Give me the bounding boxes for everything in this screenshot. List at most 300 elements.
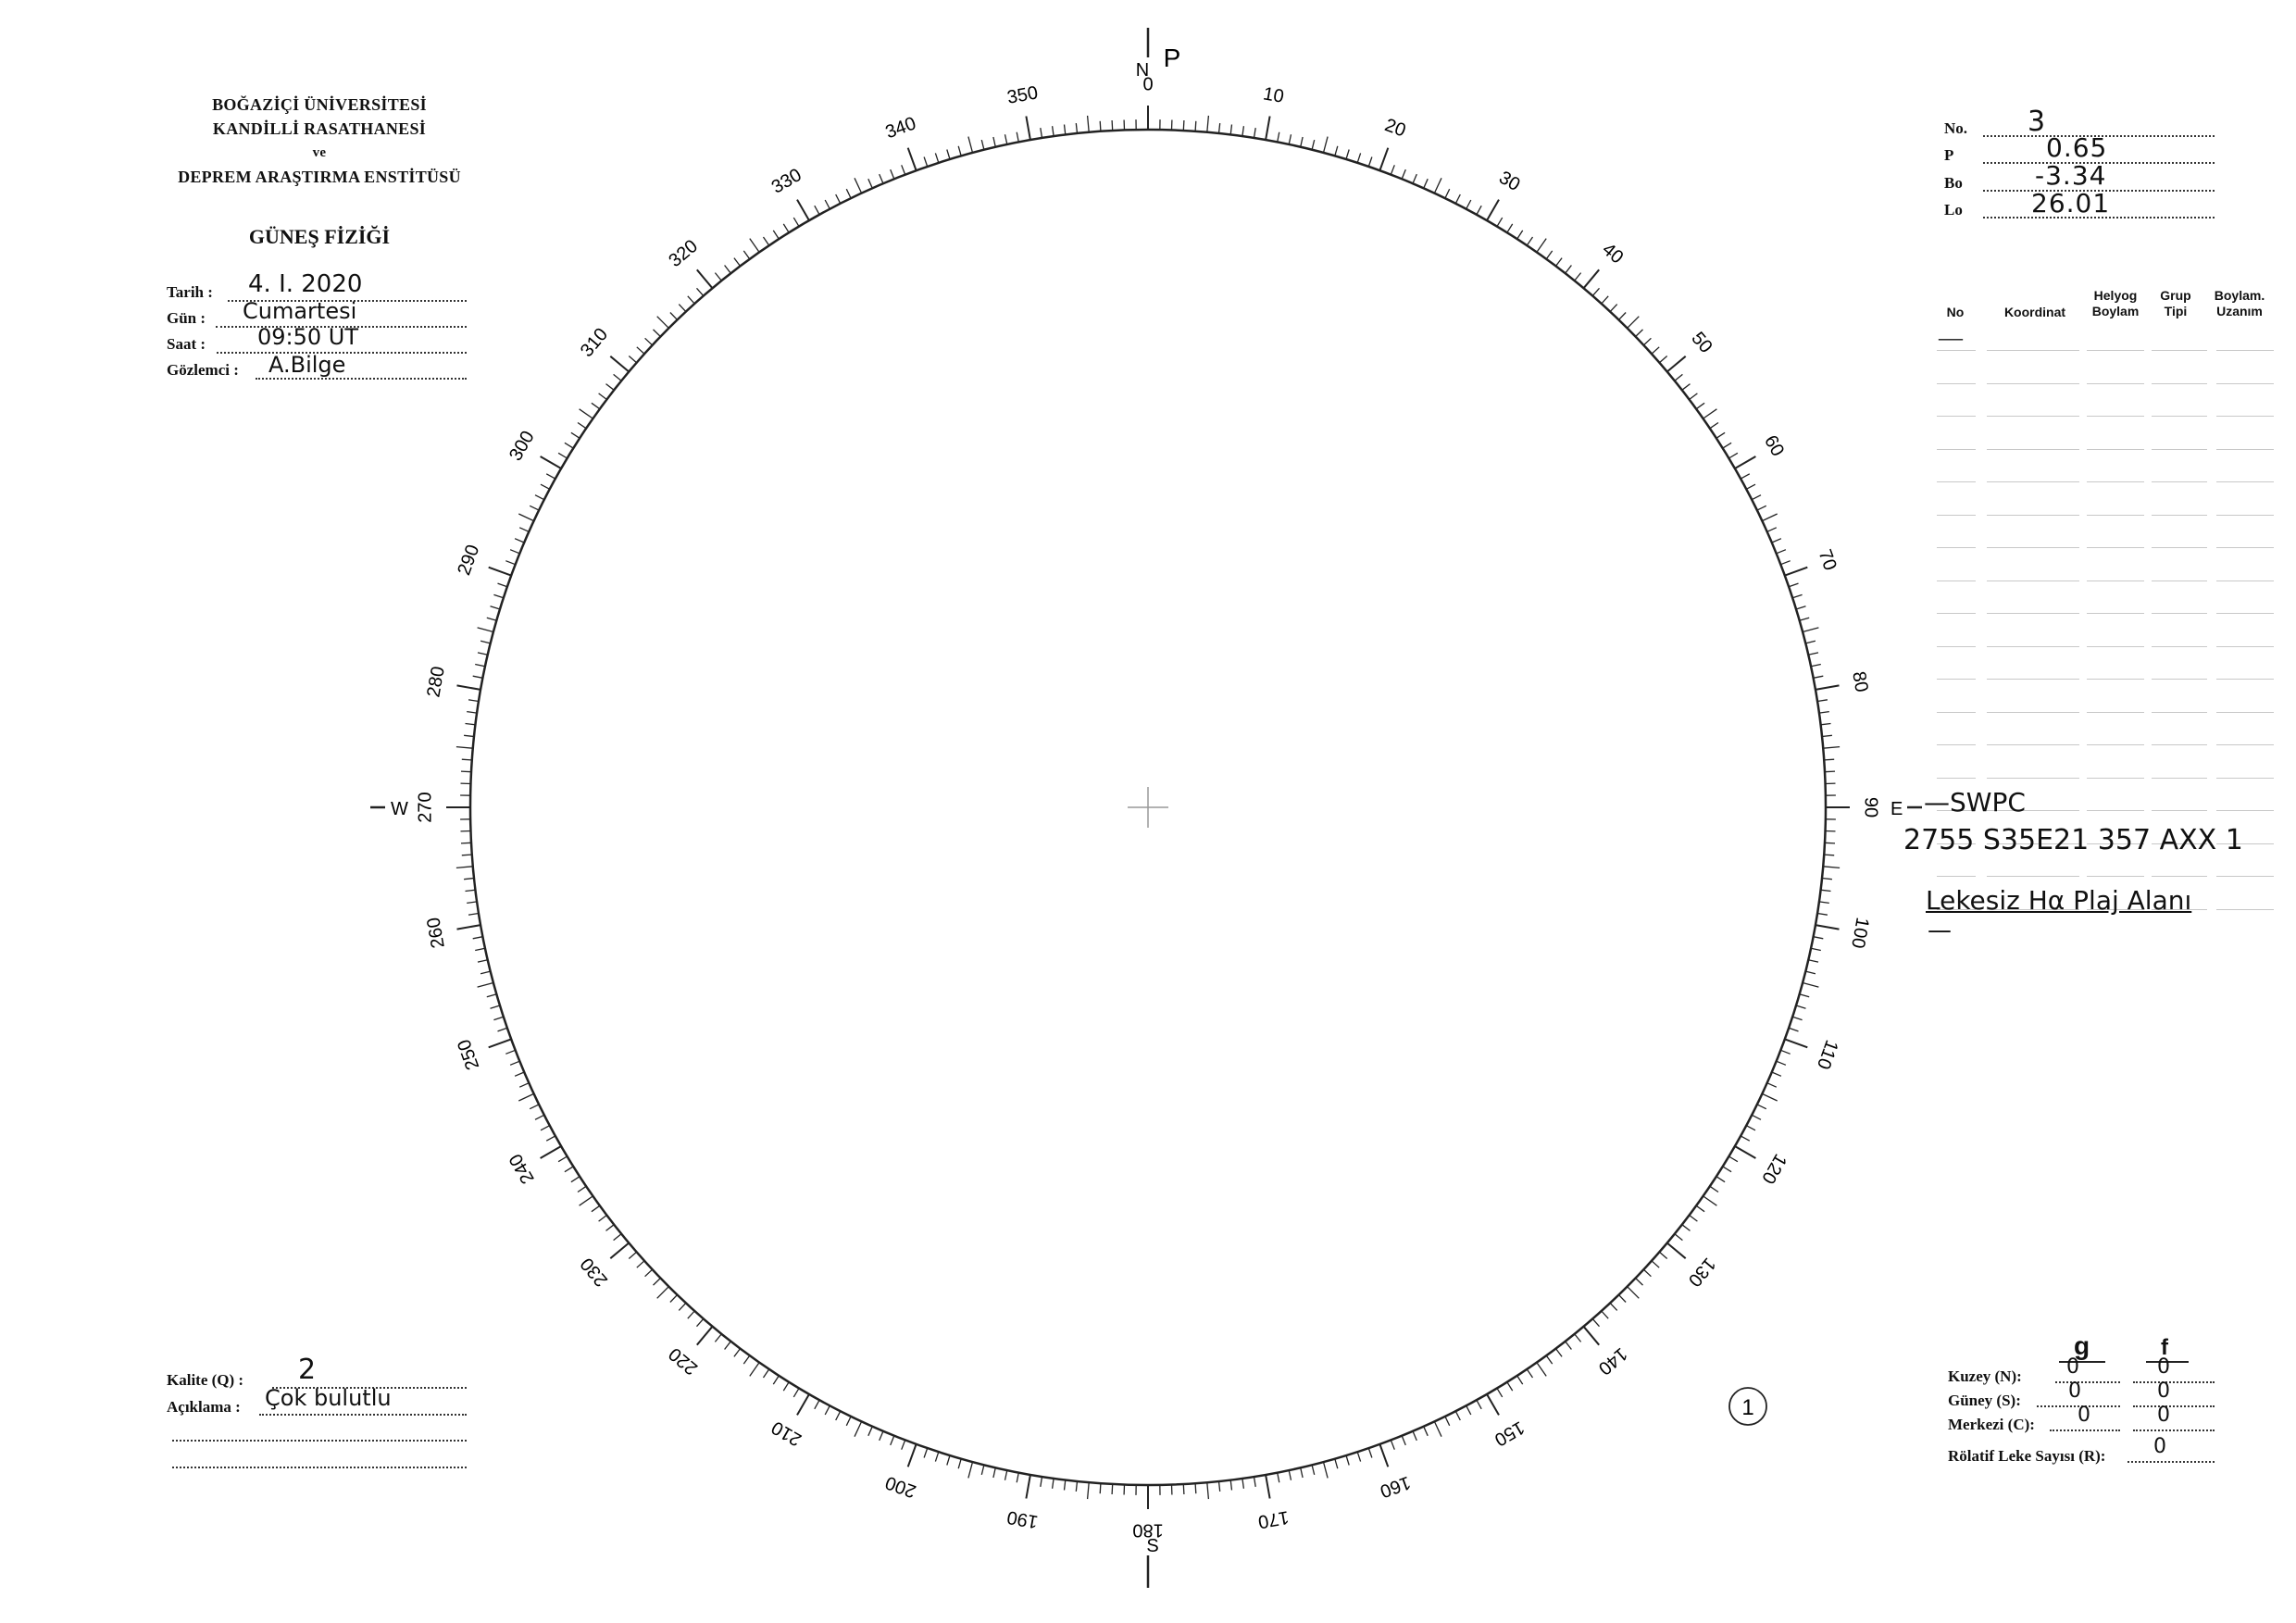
guney-f-value[interactable]: 0 bbox=[2157, 1380, 2170, 1403]
degree-tick bbox=[1368, 157, 1372, 167]
degree-tick bbox=[902, 1440, 905, 1449]
rolatif-label: Rölatif Leke Sayısı (R): bbox=[1948, 1447, 2106, 1465]
degree-tick bbox=[1335, 146, 1338, 156]
degree-tick bbox=[1537, 1363, 1546, 1377]
degree-tick bbox=[1230, 1480, 1231, 1491]
degree-tick bbox=[679, 305, 686, 312]
degree-tick bbox=[1497, 218, 1503, 227]
degree-tick bbox=[1556, 258, 1563, 267]
kuzey-f-line bbox=[2133, 1381, 2215, 1383]
swpc-annotation: —SWPC bbox=[1924, 787, 2026, 818]
degree-tick bbox=[1723, 443, 1731, 448]
degree-tick bbox=[505, 561, 515, 565]
degree-tick bbox=[1088, 116, 1090, 132]
rolatif-line bbox=[2128, 1461, 2215, 1463]
degree-tick bbox=[1005, 134, 1007, 144]
degree-tick bbox=[836, 1411, 841, 1420]
p-label: P bbox=[1944, 146, 1954, 164]
kuzey-g-line bbox=[2055, 1381, 2120, 1383]
aciklama-line bbox=[259, 1414, 467, 1416]
degree-tick bbox=[1789, 1028, 1798, 1031]
kuzey-f-value[interactable]: 0 bbox=[2157, 1355, 2170, 1379]
degree-tick bbox=[1746, 484, 1755, 489]
degree-label-320: 320 bbox=[665, 235, 702, 272]
degree-tick bbox=[535, 495, 544, 500]
degree-tick bbox=[1619, 313, 1627, 320]
degree-tick bbox=[1628, 1287, 1640, 1299]
degree-tick bbox=[1546, 251, 1552, 259]
degree-tick bbox=[478, 628, 493, 632]
degree-tick bbox=[1814, 676, 1824, 678]
degree-tick bbox=[981, 140, 984, 150]
degree-tick bbox=[530, 506, 539, 510]
degree-tick bbox=[629, 1252, 636, 1258]
degree-tick bbox=[1741, 474, 1750, 479]
degree-tick bbox=[697, 288, 704, 295]
kalite-value[interactable]: 2 bbox=[298, 1354, 318, 1386]
degree-tick bbox=[1592, 1318, 1599, 1326]
degree-tick bbox=[1266, 1475, 1270, 1499]
degree-tick bbox=[1527, 1369, 1532, 1378]
degree-tick bbox=[1434, 178, 1441, 193]
degree-tick bbox=[1219, 123, 1220, 133]
degree-tick bbox=[645, 1269, 653, 1277]
degree-tick bbox=[1816, 925, 1840, 930]
gun-label: Gün : bbox=[167, 309, 206, 327]
degree-tick bbox=[1767, 1083, 1777, 1088]
degree-tick bbox=[825, 1405, 830, 1415]
aciklama-label: Açıklama : bbox=[167, 1398, 241, 1416]
degree-tick bbox=[1741, 1136, 1750, 1141]
degree-tick bbox=[473, 937, 483, 939]
degree-tick bbox=[725, 1342, 731, 1350]
degree-tick bbox=[1402, 169, 1405, 179]
degree-tick bbox=[1026, 1475, 1030, 1499]
east-label: E bbox=[1890, 799, 1903, 819]
degree-tick bbox=[1819, 902, 1829, 904]
degree-tick bbox=[1667, 356, 1686, 372]
col-header-helyog-boylam: Helyog Boylam bbox=[2091, 288, 2140, 318]
degree-tick bbox=[1575, 273, 1581, 281]
note-dash: — bbox=[1928, 917, 1952, 944]
degree-tick bbox=[1592, 288, 1599, 295]
degree-tick bbox=[1735, 456, 1756, 468]
degree-tick bbox=[1789, 583, 1798, 587]
degree-tick bbox=[1266, 117, 1270, 141]
degree-tick bbox=[467, 712, 477, 714]
degree-tick bbox=[657, 1287, 669, 1299]
degree-tick bbox=[1777, 550, 1786, 554]
degree-label-100: 100 bbox=[1847, 916, 1873, 950]
degree-tick bbox=[902, 165, 905, 174]
degree-tick bbox=[657, 317, 669, 329]
degree-tick bbox=[1455, 1411, 1460, 1420]
degree-tick bbox=[592, 403, 600, 408]
p-value[interactable]: 0.65 bbox=[2046, 132, 2108, 163]
degree-tick bbox=[541, 1126, 550, 1130]
degree-tick bbox=[580, 1196, 593, 1205]
institution-line-4: DEPREM ARAŞTIRMA ENSTİTÜSÜ bbox=[178, 168, 461, 186]
degree-tick bbox=[1391, 1440, 1394, 1449]
degree-tick bbox=[466, 724, 476, 725]
gozlemci-value[interactable]: A.Bilge bbox=[268, 352, 346, 378]
degree-tick bbox=[783, 1382, 789, 1391]
institution-line-3: ve bbox=[312, 145, 327, 160]
degree-tick bbox=[1667, 1243, 1686, 1259]
degree-tick bbox=[1312, 1465, 1315, 1475]
degree-tick bbox=[565, 443, 573, 448]
degree-tick bbox=[1796, 1005, 1806, 1008]
degree-tick bbox=[815, 206, 819, 215]
degree-tick bbox=[1537, 239, 1546, 253]
circled-number: 1 bbox=[1741, 1395, 1754, 1420]
degree-tick bbox=[1065, 125, 1066, 135]
degree-label-90: 90 bbox=[1860, 796, 1881, 818]
degree-tick bbox=[614, 374, 622, 381]
degree-tick bbox=[606, 1225, 615, 1231]
saat-label: Saat : bbox=[167, 335, 206, 353]
form-subtitle: GÜNEŞ FİZİĞİ bbox=[248, 225, 391, 248]
degree-tick bbox=[1527, 237, 1532, 245]
degree-tick bbox=[1324, 1462, 1329, 1478]
degree-tick bbox=[637, 1261, 644, 1267]
degree-tick bbox=[515, 539, 524, 543]
no-value[interactable]: 3 bbox=[2028, 106, 2047, 138]
degree-tick bbox=[558, 453, 568, 458]
degree-tick bbox=[1368, 1448, 1372, 1457]
degree-tick bbox=[1445, 189, 1450, 198]
degree-tick bbox=[475, 665, 485, 667]
degree-tick bbox=[1808, 960, 1818, 962]
degree-tick bbox=[456, 747, 473, 749]
f-header: f bbox=[2161, 1335, 2168, 1360]
tarih-value[interactable]: 4. I. 2020 bbox=[248, 270, 363, 298]
degree-tick bbox=[1507, 1382, 1513, 1391]
kuzey-g-value[interactable]: 0 bbox=[2066, 1355, 2079, 1379]
degree-tick bbox=[764, 237, 769, 245]
degree-tick bbox=[456, 867, 473, 868]
degree-tick bbox=[1413, 1431, 1416, 1441]
degree-tick bbox=[1312, 140, 1315, 150]
degree-tick bbox=[473, 676, 483, 678]
degree-tick bbox=[1434, 1421, 1441, 1436]
degree-label-120: 120 bbox=[1757, 1150, 1791, 1188]
gun-value[interactable]: Cumartesi bbox=[243, 298, 357, 324]
degree-tick bbox=[478, 653, 488, 655]
degree-tick bbox=[670, 313, 678, 320]
degree-tick bbox=[1466, 1405, 1471, 1415]
gozlemci-label: Gözlemci : bbox=[167, 361, 239, 379]
degree-tick bbox=[1682, 1225, 1691, 1231]
degree-tick bbox=[697, 1318, 704, 1326]
degree-tick bbox=[1477, 206, 1481, 215]
saat-value[interactable]: 09:50 UT bbox=[257, 324, 359, 350]
degree-tick bbox=[935, 153, 938, 162]
degree-tick bbox=[750, 1363, 759, 1377]
degree-tick bbox=[1357, 153, 1360, 162]
degree-tick bbox=[1757, 1105, 1766, 1109]
degree-tick bbox=[924, 1448, 928, 1457]
degree-tick bbox=[546, 474, 555, 479]
degree-tick bbox=[1800, 994, 1810, 997]
degree-tick bbox=[1816, 685, 1840, 690]
degree-tick bbox=[1814, 937, 1824, 939]
degree-tick bbox=[1424, 179, 1429, 188]
degree-tick bbox=[1643, 1269, 1651, 1277]
degree-tick bbox=[610, 356, 629, 372]
first-row-mark: — bbox=[1939, 324, 1963, 351]
degree-tick bbox=[1690, 1216, 1698, 1222]
degree-label-290: 290 bbox=[454, 542, 484, 579]
degree-label-300: 300 bbox=[505, 427, 539, 465]
degree-tick bbox=[462, 759, 472, 760]
degree-tick bbox=[1652, 1261, 1659, 1267]
degree-tick bbox=[1780, 561, 1790, 565]
guney-g-value[interactable]: 0 bbox=[2068, 1380, 2081, 1403]
lo-value[interactable]: 26.01 bbox=[2031, 188, 2111, 218]
merkezi-label: Merkezi (C): bbox=[1948, 1416, 2035, 1433]
degree-tick bbox=[1402, 1436, 1405, 1445]
degree-tick bbox=[1796, 606, 1806, 609]
degree-tick bbox=[1289, 134, 1291, 144]
degree-label-280: 280 bbox=[423, 665, 449, 699]
degree-tick bbox=[1053, 126, 1054, 136]
degree-tick bbox=[558, 1156, 568, 1162]
degree-tick bbox=[1254, 1477, 1256, 1487]
degree-tick bbox=[546, 1136, 555, 1141]
degree-tick bbox=[1357, 1452, 1360, 1461]
degree-tick bbox=[1575, 1334, 1581, 1342]
degree-tick bbox=[1822, 735, 1832, 736]
degree-label-200: 200 bbox=[882, 1471, 919, 1502]
degree-tick bbox=[1772, 539, 1781, 543]
degree-tick bbox=[1497, 1388, 1503, 1397]
aciklama-value[interactable]: Çok bulutlu bbox=[265, 1385, 392, 1411]
degree-label-220: 220 bbox=[665, 1342, 702, 1380]
region-annotation: 2755 S35E21 357 AXX 1 bbox=[1903, 824, 2243, 856]
degree-tick bbox=[1324, 137, 1329, 153]
degree-tick bbox=[1675, 1234, 1683, 1241]
g-header: g bbox=[2074, 1331, 2090, 1360]
degree-tick bbox=[1207, 116, 1209, 132]
degree-tick bbox=[1207, 1482, 1209, 1499]
degree-tick bbox=[855, 1421, 862, 1436]
degree-tick bbox=[464, 879, 474, 880]
degree-tick bbox=[489, 568, 511, 576]
degree-tick bbox=[467, 902, 477, 904]
merkezi-f-value[interactable]: 0 bbox=[2157, 1404, 2170, 1427]
degree-tick bbox=[797, 1394, 809, 1416]
degree-tick bbox=[1005, 1470, 1007, 1480]
degree-tick bbox=[1278, 132, 1279, 143]
degree-tick bbox=[1792, 1017, 1802, 1019]
degree-tick bbox=[1379, 1444, 1388, 1467]
degree-tick bbox=[610, 1243, 629, 1259]
degree-label-180: 180 bbox=[1132, 1519, 1164, 1541]
degree-tick bbox=[1785, 568, 1807, 576]
degree-tick bbox=[1803, 628, 1818, 632]
degree-label-210: 210 bbox=[767, 1417, 805, 1450]
degree-tick bbox=[891, 1436, 894, 1445]
degree-tick bbox=[466, 890, 476, 891]
degree-tick bbox=[1808, 653, 1818, 655]
degree-tick bbox=[743, 1355, 749, 1364]
degree-tick bbox=[1254, 128, 1256, 138]
degree-label-350: 350 bbox=[1005, 82, 1040, 108]
degree-label-250: 250 bbox=[454, 1036, 484, 1073]
degree-tick bbox=[1230, 125, 1231, 135]
degree-tick bbox=[1723, 1167, 1731, 1172]
degree-tick bbox=[908, 1444, 917, 1467]
degree-tick bbox=[457, 925, 481, 930]
degree-tick bbox=[510, 1061, 519, 1065]
degree-tick bbox=[825, 200, 830, 209]
degree-tick bbox=[1556, 1349, 1563, 1357]
merkezi-g-value[interactable]: 0 bbox=[2078, 1404, 2090, 1427]
degree-tick bbox=[1076, 1481, 1077, 1492]
degree-tick bbox=[1696, 403, 1704, 408]
degree-tick bbox=[1619, 1295, 1627, 1303]
degree-tick bbox=[654, 330, 661, 337]
degree-tick bbox=[715, 1334, 721, 1342]
north-label: N bbox=[1135, 60, 1150, 81]
degree-tick bbox=[1242, 126, 1244, 136]
degree-label-140: 140 bbox=[1594, 1342, 1631, 1380]
degree-tick bbox=[734, 258, 741, 267]
degree-tick bbox=[1752, 495, 1761, 500]
degree-tick bbox=[670, 1295, 678, 1303]
degree-tick bbox=[1780, 1050, 1790, 1054]
degree-tick bbox=[1636, 330, 1643, 337]
degree-tick bbox=[697, 1327, 713, 1345]
south-label: S bbox=[1146, 1536, 1159, 1556]
degree-tick bbox=[688, 296, 694, 304]
degree-tick bbox=[1413, 174, 1416, 183]
degree-tick bbox=[1041, 1477, 1042, 1487]
degree-tick bbox=[1735, 1146, 1756, 1158]
degree-tick bbox=[606, 384, 615, 391]
degree-tick bbox=[629, 356, 636, 363]
degree-tick bbox=[1716, 1177, 1725, 1182]
degree-tick bbox=[1800, 618, 1810, 620]
degree-tick bbox=[498, 583, 507, 587]
degree-tick bbox=[1628, 317, 1640, 329]
degree-tick bbox=[1762, 1093, 1777, 1101]
degree-tick bbox=[1017, 132, 1018, 143]
degree-tick bbox=[1566, 1342, 1572, 1350]
degree-label-0: 0 bbox=[1142, 74, 1154, 95]
degree-tick bbox=[645, 338, 653, 345]
degree-tick bbox=[947, 150, 950, 160]
degree-tick bbox=[1195, 121, 1196, 131]
degree-tick bbox=[1703, 1196, 1717, 1205]
degree-tick bbox=[1703, 409, 1717, 418]
degree-tick bbox=[480, 971, 491, 974]
degree-tick bbox=[571, 1177, 580, 1182]
col-header-koordinat: Koordinat bbox=[2003, 305, 2066, 319]
degree-tick bbox=[515, 1072, 524, 1076]
degree-tick bbox=[1716, 432, 1725, 438]
degree-tick bbox=[880, 174, 883, 183]
degree-tick bbox=[1772, 1072, 1781, 1076]
degree-tick bbox=[1682, 384, 1691, 391]
degree-label-70: 70 bbox=[1814, 546, 1841, 574]
degree-tick bbox=[1219, 1481, 1220, 1492]
degree-tick bbox=[1602, 296, 1608, 304]
degree-tick bbox=[489, 1039, 511, 1047]
degree-label-310: 310 bbox=[576, 324, 613, 361]
degree-tick bbox=[491, 606, 501, 609]
degree-tick bbox=[688, 1311, 694, 1318]
degree-tick bbox=[498, 1028, 507, 1031]
degree-tick bbox=[599, 1216, 607, 1222]
kuzey-label: Kuzey (N): bbox=[1948, 1367, 2022, 1385]
degree-tick bbox=[1517, 1376, 1523, 1384]
degree-tick bbox=[715, 273, 721, 281]
bo-value[interactable]: -3.34 bbox=[2035, 160, 2107, 191]
rolatif-value[interactable]: 0 bbox=[2153, 1435, 2166, 1458]
degree-tick bbox=[1477, 1400, 1481, 1409]
degree-label-340: 340 bbox=[882, 113, 919, 144]
degree-label-150: 150 bbox=[1491, 1417, 1529, 1450]
institution-line-2: KANDİLLİ RASATHANESİ bbox=[212, 119, 427, 138]
degree-label-170: 170 bbox=[1256, 1506, 1291, 1532]
degree-label-30: 30 bbox=[1495, 167, 1524, 195]
degree-tick bbox=[880, 1431, 883, 1441]
degree-tick bbox=[947, 1455, 950, 1466]
degree-tick bbox=[743, 251, 749, 259]
pole-label: P bbox=[1163, 44, 1181, 72]
degree-tick bbox=[1762, 514, 1777, 521]
west-label: W bbox=[391, 799, 408, 819]
degree-tick bbox=[1767, 528, 1777, 532]
degree-tick bbox=[1183, 120, 1184, 131]
degree-tick bbox=[1821, 890, 1831, 891]
degree-tick bbox=[1823, 867, 1840, 868]
degree-tick bbox=[519, 528, 529, 532]
degree-tick bbox=[478, 960, 488, 962]
degree-tick bbox=[1811, 665, 1821, 667]
degree-tick bbox=[697, 269, 713, 288]
degree-tick bbox=[725, 266, 731, 274]
degree-tick bbox=[1566, 266, 1572, 274]
degree-tick bbox=[1053, 1479, 1054, 1489]
degree-tick bbox=[518, 1093, 533, 1101]
degree-tick bbox=[510, 550, 519, 554]
degree-tick bbox=[1088, 1482, 1090, 1499]
degree-tick bbox=[519, 1083, 529, 1088]
degree-tick bbox=[993, 137, 995, 147]
degree-tick bbox=[1112, 1484, 1113, 1494]
degree-tick bbox=[571, 432, 580, 438]
degree-tick bbox=[614, 1234, 622, 1241]
degree-tick bbox=[679, 1303, 686, 1310]
degree-tick bbox=[1777, 1061, 1786, 1065]
degree-tick bbox=[578, 423, 586, 429]
degree-tick bbox=[599, 393, 607, 400]
degree-tick bbox=[1242, 1479, 1244, 1489]
kalite-label: Kalite (Q) : bbox=[167, 1371, 244, 1389]
degree-tick bbox=[1584, 269, 1600, 288]
degree-label-330: 330 bbox=[767, 165, 805, 198]
degree-tick bbox=[1602, 1311, 1608, 1318]
degree-tick bbox=[1445, 1417, 1450, 1426]
degree-tick bbox=[541, 484, 550, 489]
degree-tick bbox=[1817, 700, 1828, 702]
degree-tick bbox=[637, 347, 644, 354]
guney-label: Güney (S): bbox=[1948, 1392, 2021, 1409]
degree-tick bbox=[793, 218, 799, 227]
